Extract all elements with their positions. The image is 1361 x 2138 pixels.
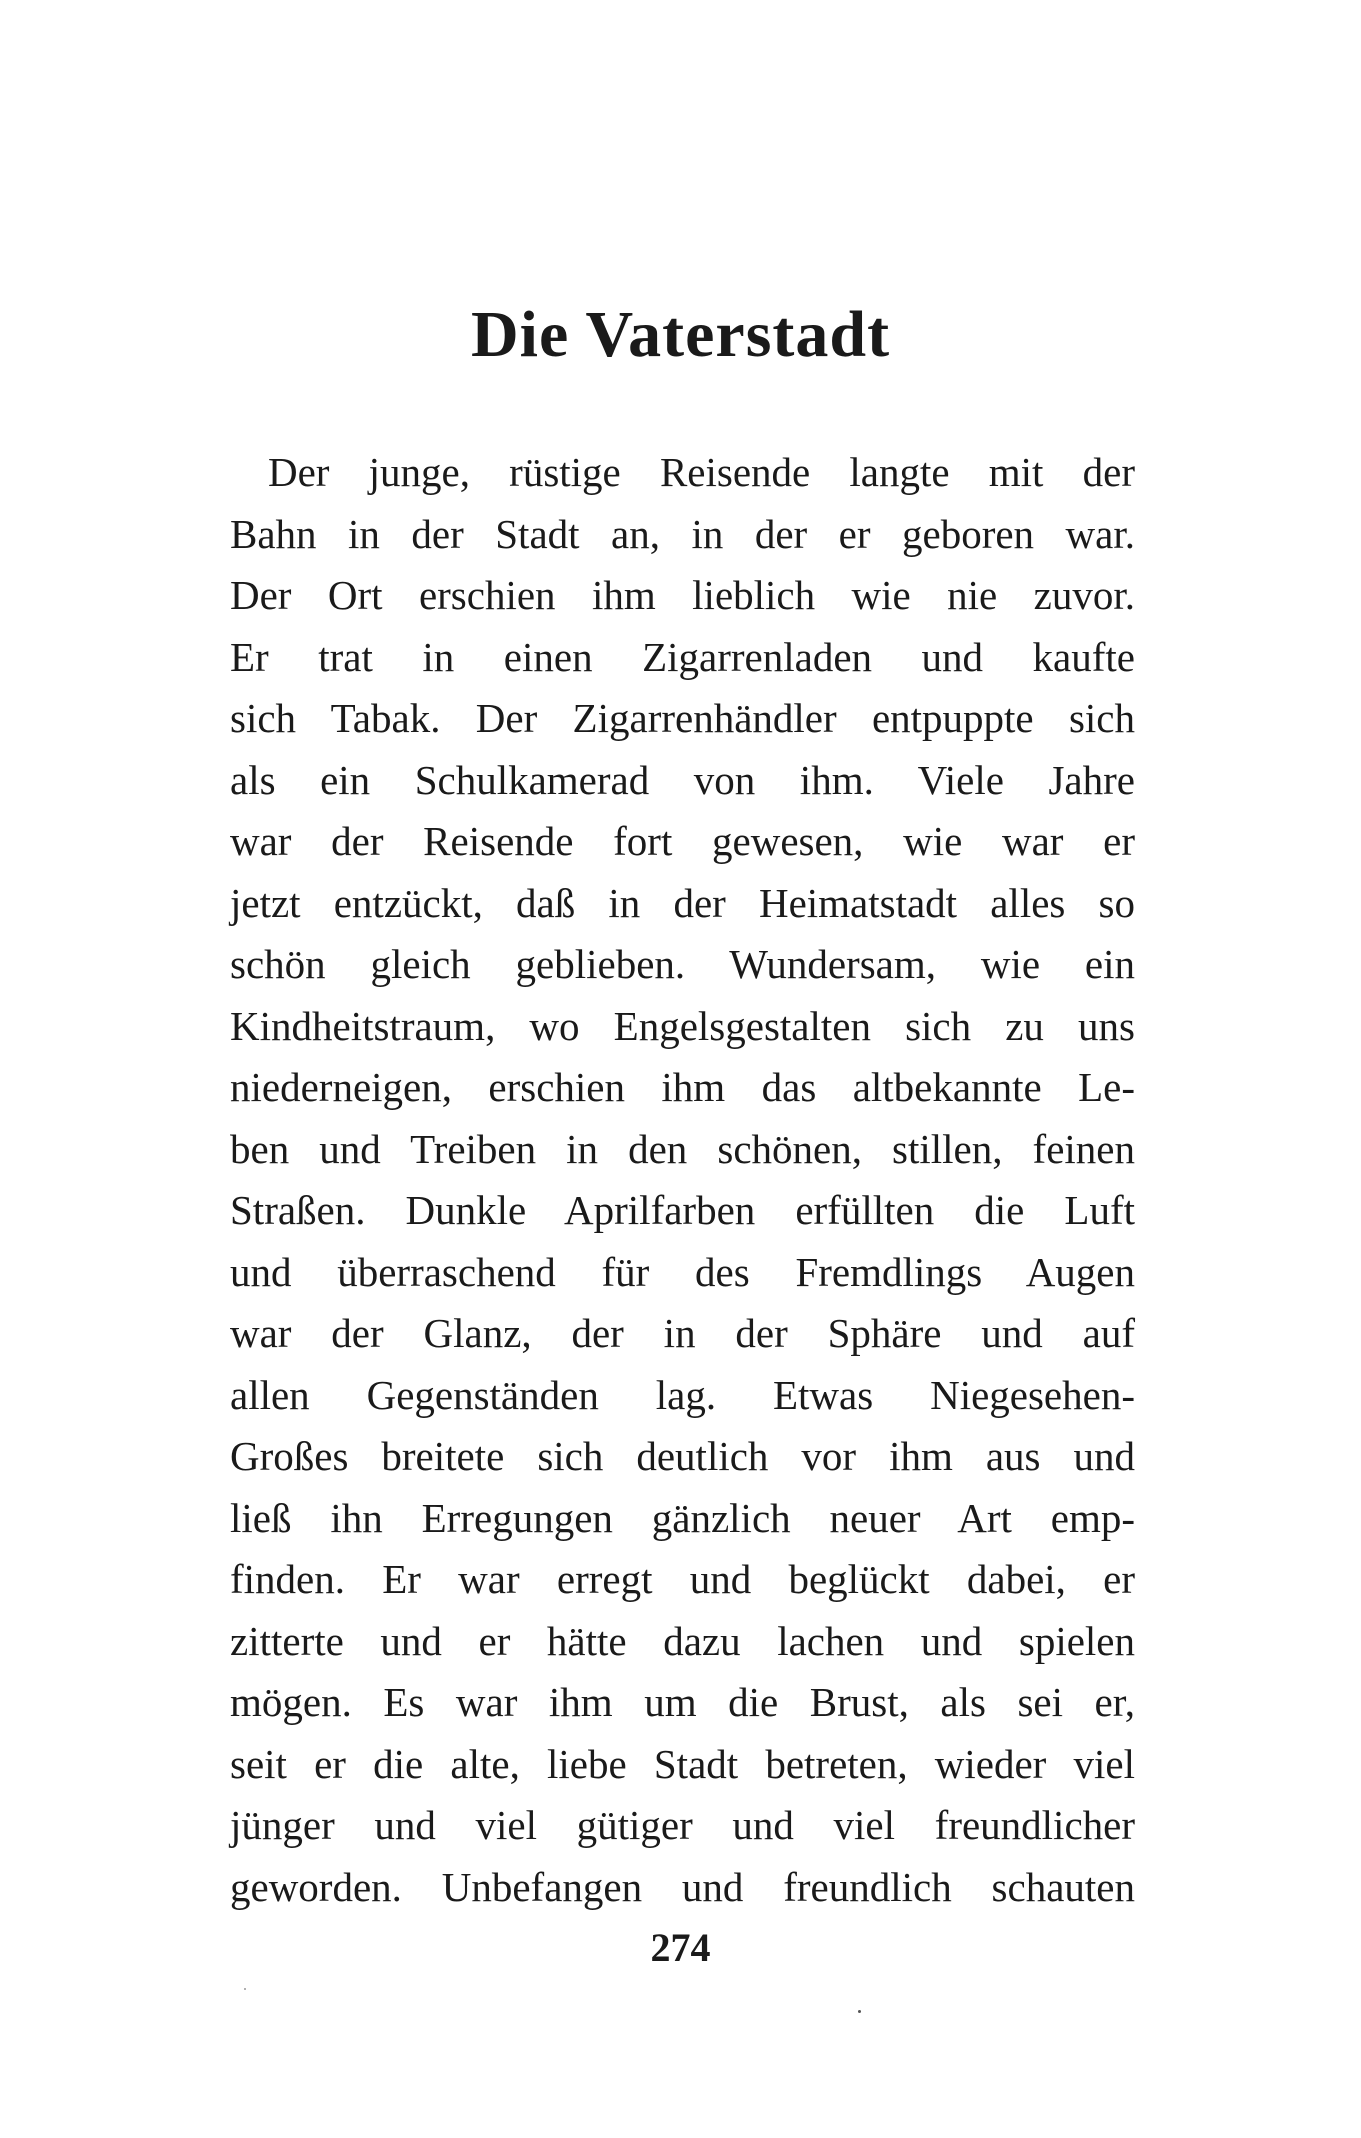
text-line: als ein Schulkamerad von ihm. Viele Jahre: [230, 756, 1135, 803]
text-line: schön gleich geblieben. Wundersam, wie ein: [230, 941, 1135, 987]
text-line: Großes breitete sich deutlich vor ihm aus und: [230, 1433, 1135, 1479]
text-line: allen Gegenständen lag. Etwas Niegesehen-: [230, 1371, 1135, 1418]
text-line: finden. Er war erregt und beglückt dabei, er: [230, 1556, 1135, 1602]
text-line: ließ ihn Erregungen gänzlich neuer Art emp-: [230, 1494, 1135, 1541]
page-number: 274: [650, 1925, 711, 1970]
text-line: mögen. Es war ihm um die Brust, als sei er,: [230, 1679, 1135, 1725]
text-line: war der Glanz, der in der Sphäre und auf: [230, 1310, 1135, 1356]
text-line: und überraschend für des Fremdlings Augen: [230, 1248, 1135, 1295]
text-line: jünger und viel gütiger und viel freundlicher: [230, 1802, 1135, 1848]
chapter-title: Die Vaterstadt: [470, 298, 891, 371]
text-line: Er trat in einen Zigarrenladen und kaufte: [230, 633, 1135, 680]
text-line: geworden. Unbefangen und freundlich schauten: [230, 1863, 1135, 1910]
text-line: zitterte und er hätte dazu lachen und spielen: [230, 1617, 1135, 1664]
text-line: jetzt entzückt, daß in der Heimatstadt alles so: [230, 879, 1135, 926]
print-speck: [244, 1988, 246, 1990]
text-line: niederneigen, erschien ihm das altbekannte Le-: [230, 1064, 1135, 1110]
text-line: Kindheitstraum, wo Engelsgestalten sich zu uns: [230, 1002, 1135, 1049]
text-line: ben und Treiben in den schönen, stillen, feinen: [230, 1125, 1135, 1172]
text-line: Der junge, rüstige Reisende langte mit der: [268, 449, 1135, 495]
text-line: war der Reisende fort gewesen, wie war er: [230, 818, 1135, 864]
text-line: seit er die alte, liebe Stadt betreten, wieder viel: [230, 1740, 1135, 1787]
print-speck: [858, 2010, 861, 2013]
text-line: Bahn in der Stadt an, in der er geboren war.: [230, 510, 1135, 557]
text-line: Straßen. Dunkle Aprilfarben erfüllten die Luft: [230, 1187, 1135, 1233]
body-text: [230, 442, 1135, 1918]
text-line: sich Tabak. Der Zigarrenhändler entpuppte sich: [230, 695, 1135, 741]
text-line: Der Ort erschien ihm lieblich wie nie zuvor.: [230, 572, 1135, 618]
